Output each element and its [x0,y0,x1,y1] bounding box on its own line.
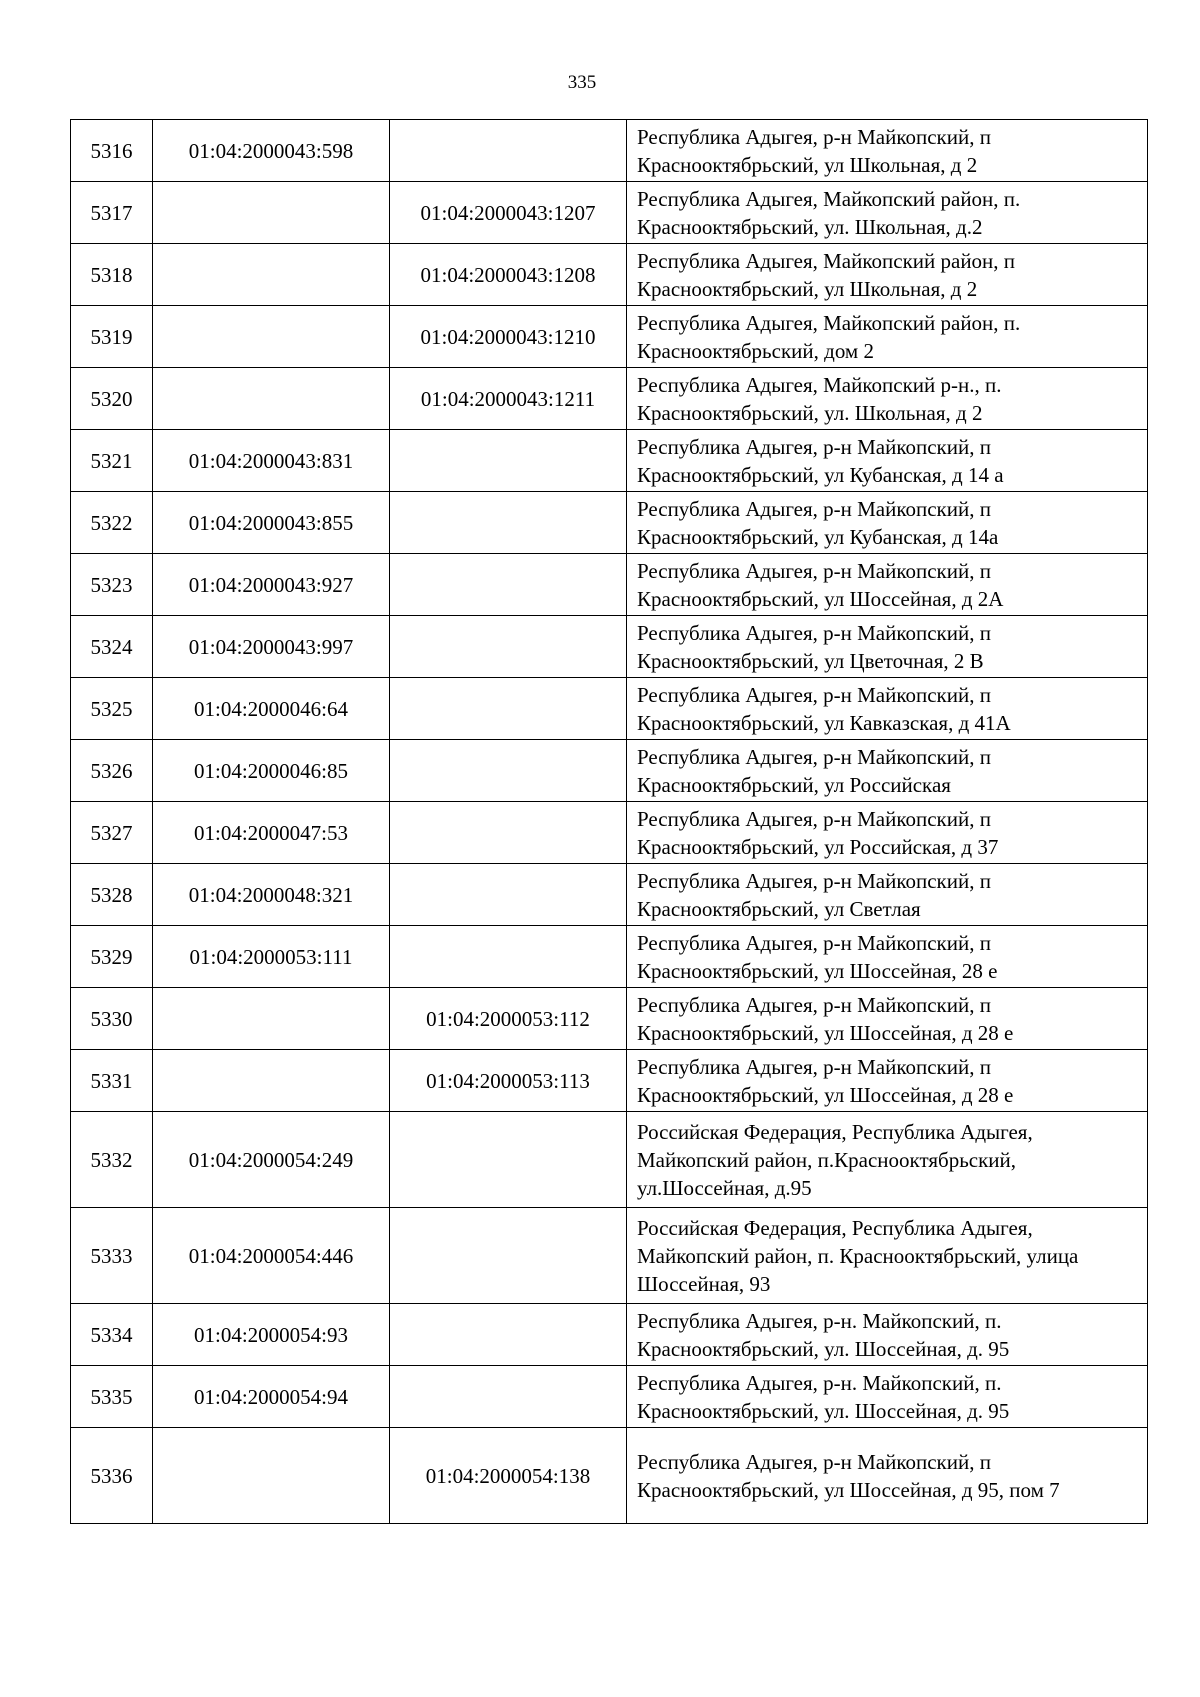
address: Республика Адыгея, р-н Майкопский, п Краснооктябрьский, ул Российская [627,740,1148,802]
related-cadastral-number: 01:04:2000043:1207 [390,182,627,244]
address: Российская Федерация, Республика Адыгея, Майкопский район, п. Краснооктябрьский, улица Шоссейная, 93 [627,1208,1148,1304]
row-number: 5325 [71,678,153,740]
address: Республика Адыгея, Майкопский район, п. Краснооктябрьский, дом 2 [627,306,1148,368]
address: Республика Адыгея, Майкопский район, п Краснооктябрьский, ул Школьная, д 2 [627,244,1148,306]
table-row [71,740,1148,802]
row-number: 5323 [71,554,153,616]
cadastral-number [153,988,390,1050]
table-row [71,1304,1148,1366]
address: Российская Федерация, Республика Адыгея, Майкопский район, п.Краснооктябрьский, ул.Шоссейная, д.95 [627,1112,1148,1208]
cadastral-number [153,1050,390,1112]
table-row [71,120,1148,182]
page-number: 335 [567,72,597,93]
related-cadastral-number: 01:04:2000043:1208 [390,244,627,306]
table-row [71,244,1148,306]
row-number: 5324 [71,616,153,678]
cadastral-number [153,368,390,430]
table-row [71,554,1148,616]
related-cadastral-number [390,430,627,492]
cadastral-number: 01:04:2000043:598 [153,120,390,182]
address: Республика Адыгея, р-н Майкопский, п Краснооктябрьский, ул Кавказская, д 41А [627,678,1148,740]
row-number: 5317 [71,182,153,244]
cadastral-number: 01:04:2000043:855 [153,492,390,554]
cadastral-number: 01:04:2000053:111 [153,926,390,988]
related-cadastral-number: 01:04:2000043:1211 [390,368,627,430]
related-cadastral-number [390,802,627,864]
table-row [71,1428,1148,1524]
row-number: 5327 [71,802,153,864]
cadastral-number: 01:04:2000043:997 [153,616,390,678]
table-row [71,1208,1148,1304]
cadastral-number [153,306,390,368]
address: Республика Адыгея, р-н Майкопский, п Краснооктябрьский, ул Светлая [627,864,1148,926]
cadastral-number: 01:04:2000054:249 [153,1112,390,1208]
row-number: 5321 [71,430,153,492]
table-row [71,926,1148,988]
address: Республика Адыгея, р-н Майкопский, п Краснооктябрьский, ул Шоссейная, 28 е [627,926,1148,988]
cadastral-number: 01:04:2000054:446 [153,1208,390,1304]
related-cadastral-number [390,678,627,740]
related-cadastral-number [390,740,627,802]
cadastral-number: 01:04:2000046:85 [153,740,390,802]
address: Республика Адыгея, р-н Майкопский, п Краснооктябрьский, ул Шоссейная, д 28 е [627,988,1148,1050]
row-number: 5329 [71,926,153,988]
related-cadastral-number [390,492,627,554]
related-cadastral-number: 01:04:2000054:138 [390,1428,627,1524]
related-cadastral-number [390,926,627,988]
cadastral-number: 01:04:2000043:831 [153,430,390,492]
cadastral-number: 01:04:2000046:64 [153,678,390,740]
table-row [71,988,1148,1050]
table-row [71,368,1148,430]
row-number: 5334 [71,1304,153,1366]
table-row [71,864,1148,926]
cadastral-number: 01:04:2000054:93 [153,1304,390,1366]
row-number: 5320 [71,368,153,430]
row-number: 5335 [71,1366,153,1428]
related-cadastral-number: 01:04:2000053:112 [390,988,627,1050]
row-number: 5333 [71,1208,153,1304]
row-number: 5326 [71,740,153,802]
table-row [71,616,1148,678]
row-number: 5316 [71,120,153,182]
row-number: 5319 [71,306,153,368]
table-row [71,182,1148,244]
table-row [71,492,1148,554]
address: Республика Адыгея, р-н Майкопский, п Краснооктябрьский, ул Цветочная, 2 В [627,616,1148,678]
cadastral-number [153,244,390,306]
row-number: 5318 [71,244,153,306]
table-row [71,1366,1148,1428]
table-row [71,306,1148,368]
row-number: 5330 [71,988,153,1050]
table-row [71,430,1148,492]
related-cadastral-number [390,1366,627,1428]
address: Республика Адыгея, Майкопский район, п. Краснооктябрьский, ул. Школьная, д.2 [627,182,1148,244]
cadastral-number: 01:04:2000048:321 [153,864,390,926]
registry-table-body [71,120,1148,1524]
row-number: 5331 [71,1050,153,1112]
row-number: 5328 [71,864,153,926]
related-cadastral-number [390,554,627,616]
address: Республика Адыгея, р-н Майкопский, п Краснооктябрьский, ул Кубанская, д 14а [627,492,1148,554]
address: Республика Адыгея, р-н Майкопский, п Краснооктябрьский, ул Шоссейная, д 28 е [627,1050,1148,1112]
table-row [71,1050,1148,1112]
table-row [71,1112,1148,1208]
row-number: 5332 [71,1112,153,1208]
address: Республика Адыгея, р-н Майкопский, п Краснооктябрьский, ул Российская, д 37 [627,802,1148,864]
related-cadastral-number: 01:04:2000053:113 [390,1050,627,1112]
row-number: 5322 [71,492,153,554]
cadastral-number: 01:04:2000047:53 [153,802,390,864]
cadastral-number [153,182,390,244]
table-row [71,678,1148,740]
address: Республика Адыгея, р-н. Майкопский, п. Краснооктябрьский, ул. Шоссейная, д. 95 [627,1304,1148,1366]
related-cadastral-number [390,616,627,678]
related-cadastral-number [390,864,627,926]
related-cadastral-number [390,1112,627,1208]
related-cadastral-number [390,120,627,182]
address: Республика Адыгея, р-н Майкопский, п Краснооктябрьский, ул Шоссейная, д 2А [627,554,1148,616]
cadastral-number [153,1428,390,1524]
row-number: 5336 [71,1428,153,1524]
address: Республика Адыгея, р-н Майкопский, п Краснооктябрьский, ул Школьная, д 2 [627,120,1148,182]
registry-table [70,119,1148,1524]
table-row [71,802,1148,864]
address: Республика Адыгея, Майкопский р-н., п. Краснооктябрьский, ул. Школьная, д 2 [627,368,1148,430]
related-cadastral-number [390,1208,627,1304]
related-cadastral-number: 01:04:2000043:1210 [390,306,627,368]
cadastral-number: 01:04:2000043:927 [153,554,390,616]
related-cadastral-number [390,1304,627,1366]
address: Республика Адыгея, р-н Майкопский, п Краснооктябрьский, ул Кубанская, д 14 а [627,430,1148,492]
cadastral-number: 01:04:2000054:94 [153,1366,390,1428]
address: Республика Адыгея, р-н Майкопский, п Краснооктябрьский, ул Шоссейная, д 95, пом 7 [627,1428,1148,1524]
address: Республика Адыгея, р-н. Майкопский, п. Краснооктябрьский, ул. Шоссейная, д. 95 [627,1366,1148,1428]
